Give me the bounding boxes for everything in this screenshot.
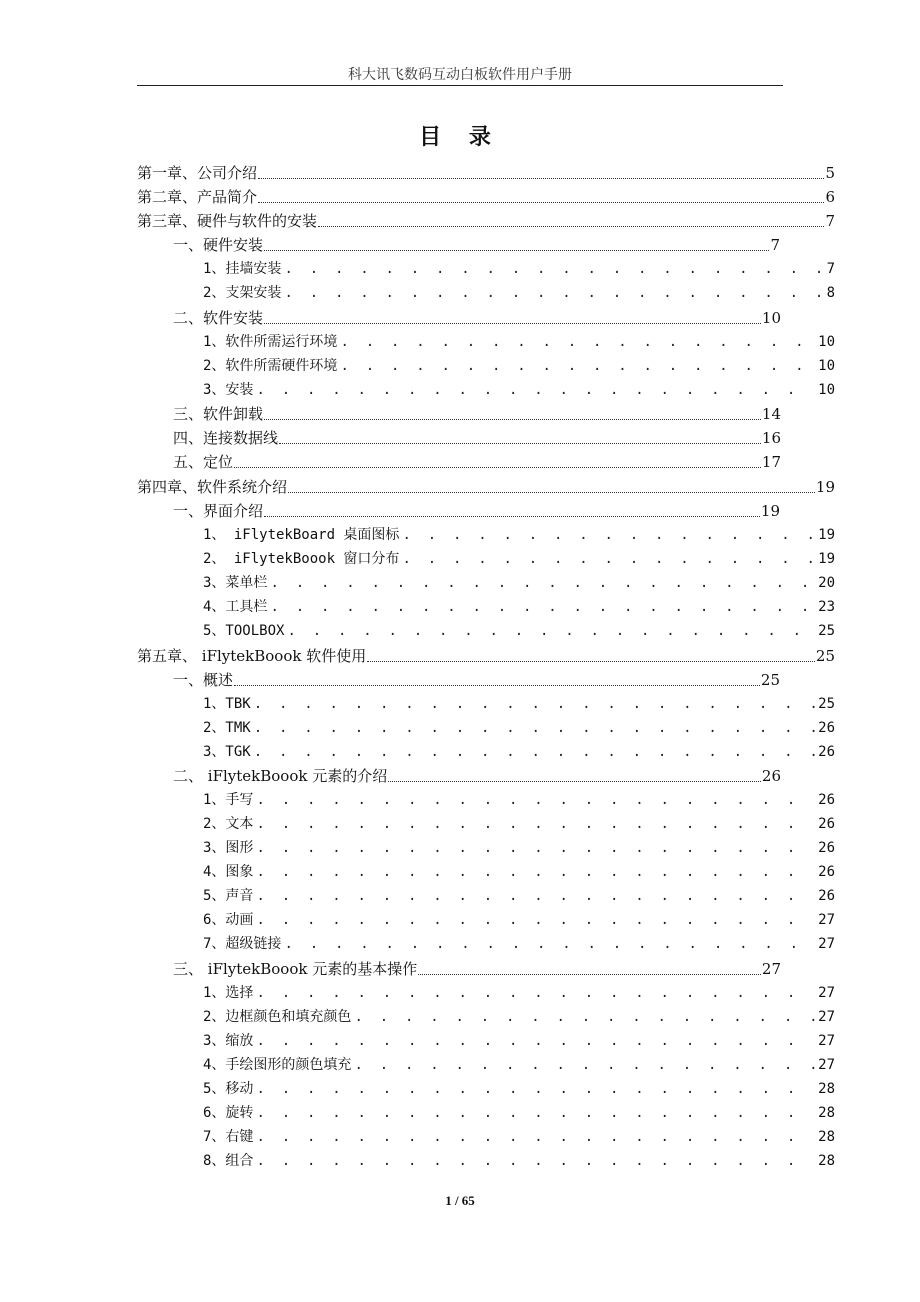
- toc-leader: [284, 260, 823, 278]
- toc-entry-label: 2、文本: [203, 816, 254, 832]
- toc-entry[interactable]: [203, 329, 835, 351]
- toc-entry[interactable]: [203, 859, 835, 881]
- toc-leader: [402, 526, 815, 544]
- toc-leader: [256, 1032, 815, 1050]
- toc-entry-page: 27: [818, 1033, 835, 1049]
- toc-entry[interactable]: [203, 883, 835, 905]
- toc-entry-label: 7、超级链接: [203, 936, 282, 952]
- toc-entry[interactable]: [203, 1124, 835, 1146]
- toc-entry-page: 10: [818, 382, 835, 398]
- toc-entry-page: 19: [760, 502, 780, 520]
- toc-leader: [264, 240, 769, 251]
- toc-entry-label: 2、支架安装: [203, 285, 282, 301]
- toc-entry-label: 一、概述: [173, 671, 234, 689]
- toc-entry-label: 1、挂墙安装: [203, 261, 282, 277]
- toc-entry[interactable]: [173, 401, 781, 423]
- toc-entry-page: 25: [815, 647, 835, 665]
- header-divider: [137, 85, 783, 86]
- toc-entry-label: 5、TOOLBOX: [203, 623, 285, 639]
- toc-leader: [354, 1056, 815, 1074]
- toc-entry-label: 第三章、硬件与软件的安装: [137, 212, 318, 230]
- toc-entry-label: 3、缩放: [203, 1033, 254, 1049]
- document-title: 科大讯飞数码互动白板软件用户手册: [348, 67, 572, 83]
- toc-entry[interactable]: [203, 835, 835, 857]
- toc-entry[interactable]: [203, 1028, 835, 1050]
- toc-entry[interactable]: [173, 763, 781, 785]
- toc-entry-page: 26: [818, 720, 835, 736]
- toc-entry[interactable]: [203, 570, 835, 592]
- toc-entry[interactable]: [173, 425, 781, 447]
- toc-entry-page: 14: [761, 405, 781, 423]
- toc-entry-page: 28: [818, 1129, 835, 1145]
- toc-entry-label: 2、TMK: [203, 720, 251, 736]
- toc-entry-label: 1、 iFlytekBoard 桌面图标: [203, 527, 400, 543]
- toc-entry[interactable]: [203, 931, 835, 953]
- toc-leader: [279, 433, 761, 444]
- toc-entry-page: 26: [818, 840, 835, 856]
- toc-entry[interactable]: [203, 691, 835, 713]
- toc-entry-label: 四、连接数据线: [173, 429, 279, 447]
- toc-leader: [256, 887, 815, 905]
- toc-entry-page: 26: [818, 864, 835, 880]
- toc-entry[interactable]: [203, 256, 835, 278]
- toc-entry-label: 2、软件所需硬件环境: [203, 358, 338, 374]
- toc-entry-label: 三、 iFlytekBoook 元素的基本操作: [173, 960, 418, 978]
- toc-entry[interactable]: [203, 907, 835, 929]
- toc-entry[interactable]: [137, 474, 835, 496]
- toc-leader: [402, 550, 815, 568]
- toc-leader: [340, 357, 815, 375]
- toc-title: 目 录: [419, 124, 501, 150]
- toc-entry-page: 17: [761, 453, 781, 471]
- toc-entry-page: 27: [818, 912, 835, 928]
- toc-entry[interactable]: [203, 594, 835, 616]
- toc-entry[interactable]: [203, 1052, 835, 1074]
- toc-entry-page: 28: [818, 1153, 835, 1169]
- toc-entry-page: 8: [826, 285, 835, 301]
- toc-entry-label: 3、安装: [203, 382, 254, 398]
- toc-leader: [234, 675, 760, 686]
- toc-leader: [256, 1104, 815, 1122]
- toc-entry-page: 19: [818, 551, 835, 567]
- toc-entry-page: 26: [818, 816, 835, 832]
- toc-leader: [318, 216, 824, 227]
- toc-entry[interactable]: [203, 1076, 835, 1098]
- toc-entry[interactable]: [203, 980, 835, 1002]
- toc-entry-label: 4、图象: [203, 864, 254, 880]
- toc-leader: [234, 457, 761, 468]
- toc-entry[interactable]: [203, 739, 835, 761]
- toc-leader: [256, 1128, 815, 1146]
- toc-leader: [256, 984, 815, 1002]
- toc-entry-label: 1、软件所需运行环境: [203, 334, 338, 350]
- toc-entry[interactable]: [137, 208, 835, 230]
- toc-entry-page: 20: [818, 575, 835, 591]
- toc-entry-label: 第四章、软件系统介绍: [137, 478, 288, 496]
- toc-entry-label: 第二章、产品简介: [137, 188, 258, 206]
- toc-entry-page: 26: [818, 792, 835, 808]
- toc-entry[interactable]: [203, 787, 835, 809]
- toc-entry-page: 27: [818, 985, 835, 1001]
- toc-entry-label: 4、工具栏: [203, 599, 268, 615]
- toc-entry-label: 二、软件安装: [173, 309, 264, 327]
- toc-entry-label: 三、软件卸载: [173, 405, 264, 423]
- toc-leader: [256, 1152, 815, 1170]
- toc-entry-page: 25: [818, 623, 835, 639]
- toc-entry[interactable]: [203, 1148, 835, 1170]
- toc-leader: [256, 1080, 815, 1098]
- toc-entry-page: 26: [761, 767, 781, 785]
- toc-leader: [264, 409, 761, 420]
- toc-entry-label: 第一章、公司介绍: [137, 164, 258, 182]
- toc-leader: [270, 598, 815, 616]
- toc-leader: [270, 574, 815, 592]
- toc-leader: [256, 815, 815, 833]
- toc-entry[interactable]: [137, 160, 835, 182]
- toc-entry-page: 19: [818, 527, 835, 543]
- toc-leader: [418, 964, 761, 975]
- toc-entry-page: 27: [818, 936, 835, 952]
- toc-entry-label: 3、菜单栏: [203, 575, 268, 591]
- toc-leader: [264, 313, 761, 324]
- toc-entry-label: 第五章、 iFlytekBoook 软件使用: [137, 647, 367, 665]
- toc-entry-label: 一、硬件安装: [173, 236, 264, 254]
- toc-leader: [254, 695, 815, 713]
- toc-entry-label: 8、组合: [203, 1153, 254, 1169]
- toc-entry[interactable]: [173, 232, 780, 254]
- toc-leader: [256, 863, 815, 881]
- toc-entry-label: 1、TBK: [203, 696, 251, 712]
- toc-entry-label: 五、定位: [173, 453, 234, 471]
- toc-entry[interactable]: [203, 811, 835, 833]
- toc-leader: [258, 168, 824, 179]
- toc-entry[interactable]: [173, 449, 781, 471]
- toc-entry[interactable]: [203, 1004, 835, 1026]
- toc-entry-label: 5、声音: [203, 888, 254, 904]
- toc-entry-page: 5: [825, 164, 835, 182]
- toc-entry-label: 4、手绘图形的颜色填充: [203, 1057, 352, 1073]
- toc-entry-label: 1、选择: [203, 985, 254, 1001]
- toc-leader: [256, 911, 815, 929]
- toc-entry-page: 27: [818, 1009, 835, 1025]
- toc-entry[interactable]: [137, 184, 835, 206]
- toc-entry-page: 10: [818, 334, 835, 350]
- toc-entry-page: 10: [818, 358, 835, 374]
- toc-entry[interactable]: [203, 546, 835, 568]
- toc-entry-page: 27: [818, 1057, 835, 1073]
- toc-leader: [388, 771, 761, 782]
- toc-entry[interactable]: [203, 1100, 835, 1122]
- toc-entry-label: 7、右键: [203, 1129, 254, 1145]
- toc-entry-label: 2、 iFlytekBoook 窗口分布: [203, 551, 400, 567]
- page-number: 1 / 65: [445, 1193, 475, 1208]
- toc-entry[interactable]: [137, 643, 835, 665]
- toc-entry[interactable]: [203, 353, 835, 375]
- toc-entry[interactable]: [203, 618, 835, 640]
- toc-entry-page: 6: [825, 188, 835, 206]
- toc-entry-label: 6、动画: [203, 912, 254, 928]
- toc-leader: [256, 839, 815, 857]
- toc-leader: [367, 651, 815, 662]
- toc-entry-page: 10: [761, 309, 781, 327]
- toc-entry[interactable]: [203, 522, 835, 544]
- toc-entry-page: 26: [818, 744, 835, 760]
- toc-leader: [254, 719, 815, 737]
- toc-entry-label: 6、旋转: [203, 1105, 254, 1121]
- toc-entry-label: 5、移动: [203, 1081, 254, 1097]
- toc-entry-page: 23: [818, 599, 835, 615]
- toc-entry-page: 27: [761, 960, 781, 978]
- toc-entry-page: 25: [760, 671, 780, 689]
- toc-entry[interactable]: [203, 280, 835, 302]
- toc-entry-label: 一、界面介绍: [173, 502, 264, 520]
- toc-entry-page: 28: [818, 1105, 835, 1121]
- toc-entry[interactable]: [203, 715, 835, 737]
- toc-entry[interactable]: [173, 956, 781, 978]
- toc-leader: [284, 935, 815, 953]
- toc-entry[interactable]: [173, 498, 780, 520]
- toc-leader: [256, 791, 815, 809]
- toc-entry-page: 7: [826, 261, 835, 277]
- toc-leader: [254, 743, 815, 761]
- toc-entry-label: 3、TGK: [203, 744, 251, 760]
- toc-entry-label: 2、边框颜色和填充颜色: [203, 1009, 352, 1025]
- toc-entry[interactable]: [173, 667, 780, 689]
- toc-entry-page: 16: [761, 429, 781, 447]
- toc-leader: [256, 381, 815, 399]
- toc-leader: [264, 506, 760, 517]
- toc-leader: [340, 333, 815, 351]
- toc-leader: [288, 482, 815, 493]
- toc-leader: [284, 284, 823, 302]
- toc-entry-page: 7: [825, 212, 835, 230]
- toc-entry-label: 二、 iFlytekBoook 元素的介绍: [173, 767, 388, 785]
- toc-entry-label: 3、图形: [203, 840, 254, 856]
- toc-leader: [287, 622, 815, 640]
- toc-entry-page: 26: [818, 888, 835, 904]
- toc-leader: [354, 1008, 815, 1026]
- toc-entry[interactable]: [173, 305, 781, 327]
- toc-entry[interactable]: [203, 377, 835, 399]
- toc-entry-page: 19: [815, 478, 835, 496]
- toc-leader: [258, 192, 824, 203]
- toc-entry-page: 28: [818, 1081, 835, 1097]
- toc-entry-page: 7: [770, 236, 780, 254]
- toc-entry-page: 25: [818, 696, 835, 712]
- toc-entry-label: 1、手写: [203, 792, 254, 808]
